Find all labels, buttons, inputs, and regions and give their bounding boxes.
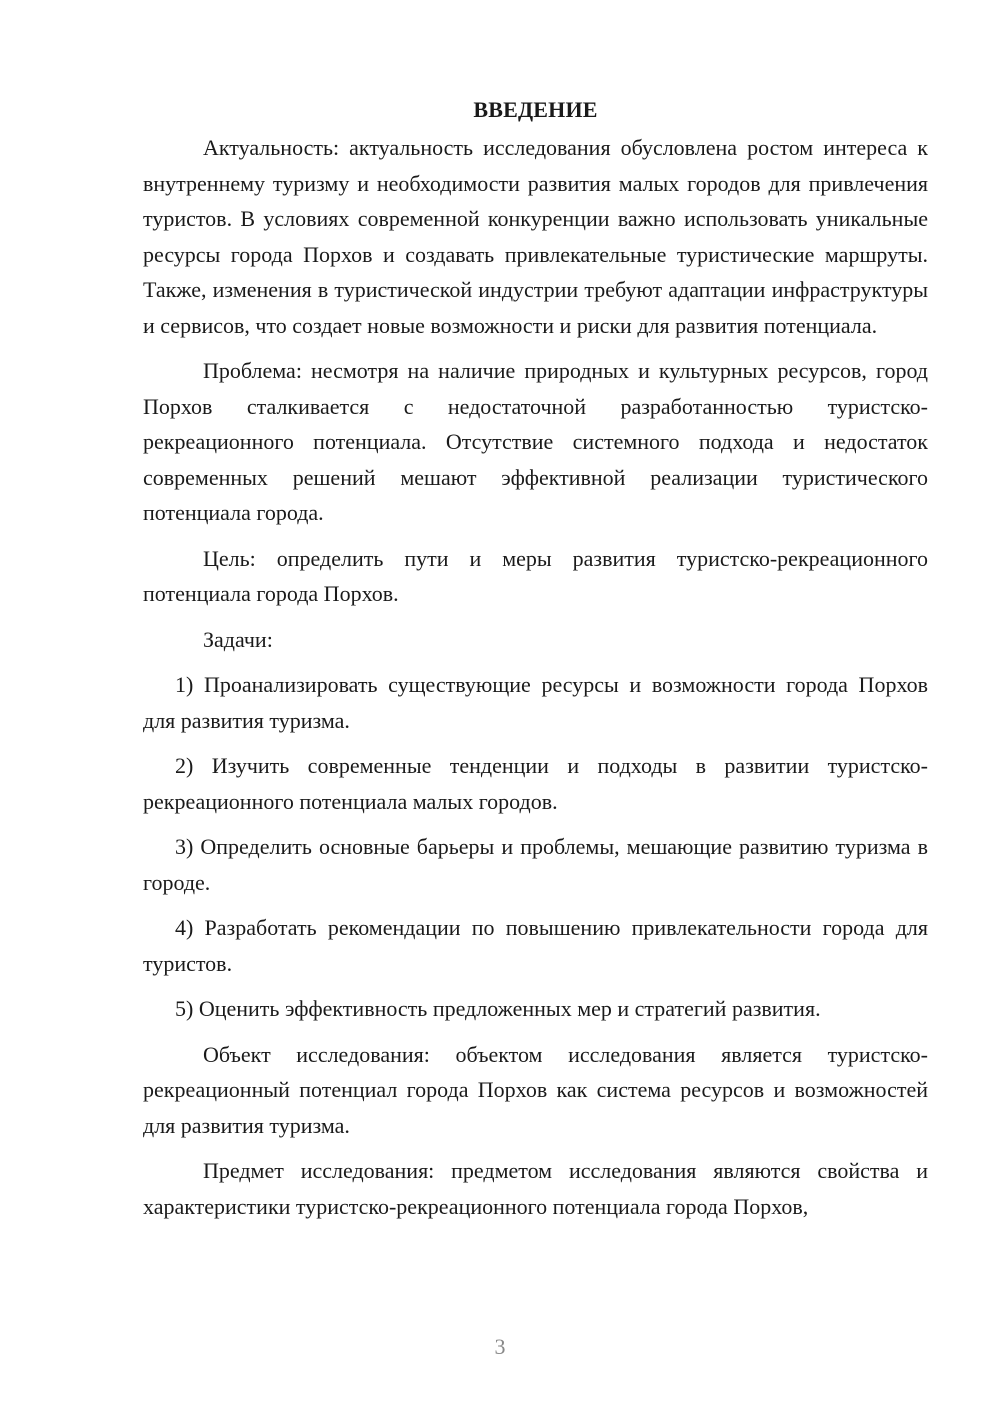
task-item-3: 3) Определить основные барьеры и проблемы, мешающие развитию туризма в городе.	[143, 834, 928, 895]
task-item-2: 2) Изучить современные тенденции и подходы в развитии туристско-рекреационного потенциала малых городов.	[143, 753, 928, 814]
tasks-heading: Задачи:	[203, 626, 273, 652]
document-page	[143, 92, 928, 1234]
subject-paragraph: Предмет исследования: предметом исследования являются свойства и характеристики туристско-рекреационного потенциала города Порхов,	[143, 1158, 928, 1219]
task-item-5: 5) Оценить эффективность предложенных мер и стратегий развития.	[175, 996, 821, 1021]
relevance-paragraph: Актуальность: актуальность исследования обусловлена ростом интереса к внутреннему туризму и необходимости развития малых городов для привлечения туристов. В условиях современной конкуренции важно использовать уникальные ресурсы города Порхов и создавать привлекательные туристические маршруты. Также, изменения в туристической индустрии требуют адаптации инфраструктуры и сервисов, что создает новые возможности и риски для развития потенциала.	[143, 135, 928, 338]
object-paragraph: Объект исследования: объектом исследования является туристско-рекреационный потенциал города Порхов как система ресурсов и возможностей для развития туризма.	[143, 1041, 928, 1138]
task-item-4: 4) Разработать рекомендации по повышению привлекательности города для туристов.	[143, 915, 928, 976]
section-title: ВВЕДЕНИЕ	[473, 97, 598, 122]
problem-paragraph: Проблема: несмотря на наличие природных и культурных ресурсов, город Порхов сталкивается с недостаточной разработанностью туристско-рекреационного потенциала. Отсутствие системного подхода и недостаток современных решений мешают эффективной реализации туристического потенциала города.	[143, 358, 928, 525]
page-number: 3	[494, 1334, 506, 1359]
goal-paragraph: Цель: определить пути и меры развития туристско-рекреационного потенциала города Порхов.	[143, 545, 928, 606]
task-item-1: 1) Проанализировать существующие ресурсы и возможности города Порхов для развития туризма.	[143, 672, 928, 733]
